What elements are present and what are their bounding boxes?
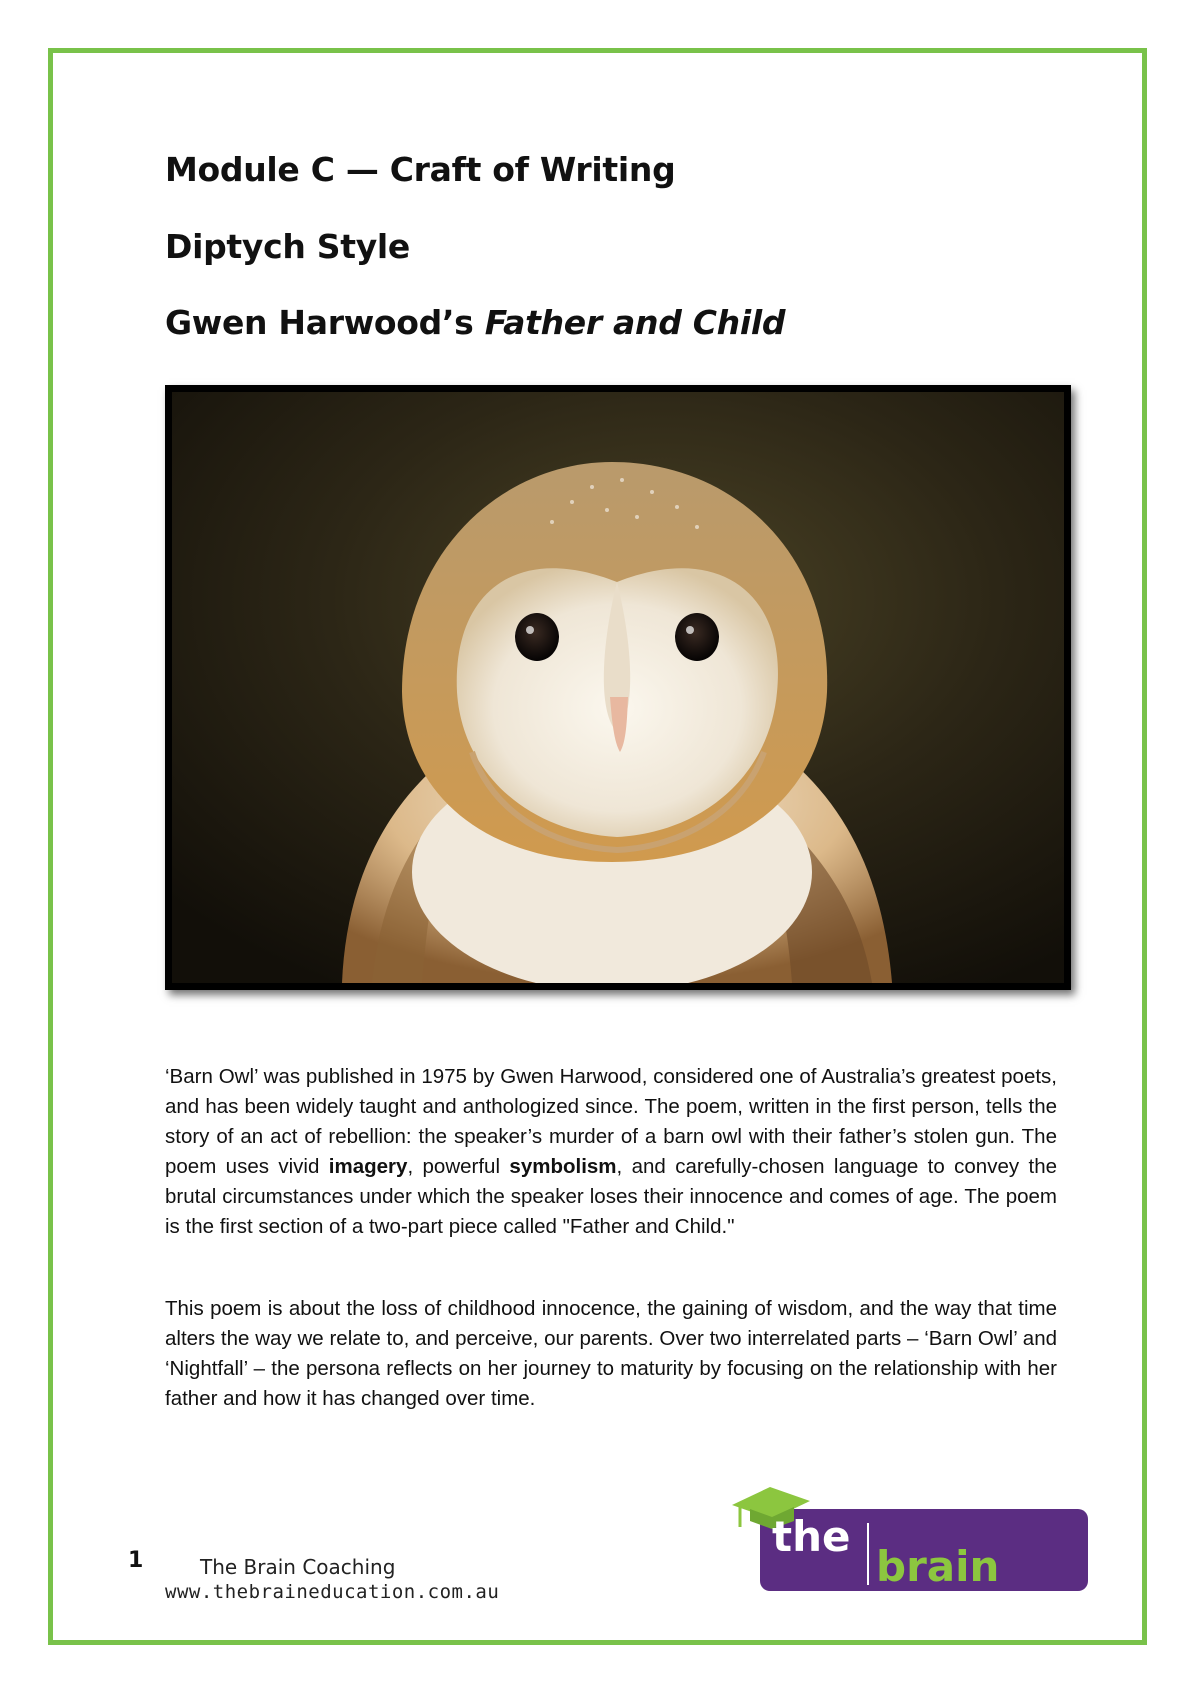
- poem-title: Father and Child: [484, 303, 786, 342]
- keyword-symbolism: symbolism: [509, 1155, 617, 1178]
- the-brain-logo: [730, 1487, 1090, 1593]
- poem-heading: [165, 303, 785, 343]
- intro-paragraph: [165, 1062, 1057, 1242]
- document-title: Module C — Craft of Writing: [165, 150, 676, 189]
- logo-graphic: [730, 1487, 1090, 1593]
- intro-text-part: ‘Barn Owl’ was published in 1975 by Gwen Harwood, considered one of Australia’s greatest poets, and has been widely taught and anthologized since. The poem, written in the first person, tells the story of an act of rebellion: the speaker’s murder of a barn owl with their father’s stolen gun. The poem uses vivid: [165, 1065, 1057, 1178]
- intro-text-part: , and carefully-chosen language to convey the brutal circumstances under which the speaker loses their innocence and comes of age. The poem is the first section of a two-part piece called "Father and Child.": [165, 1155, 1057, 1238]
- logo-word-the: the: [772, 1512, 851, 1561]
- barn-owl-photo: [165, 385, 1071, 990]
- document-subtitle: Diptych Style: [165, 227, 411, 266]
- footer-company: The Brain Coaching: [200, 1555, 396, 1579]
- logo-word-brain: brain: [876, 1542, 1000, 1591]
- barn-owl-illustration: [172, 392, 1064, 983]
- page-number: 1: [128, 1548, 144, 1573]
- intro-text-part: , powerful: [407, 1155, 510, 1178]
- footer-website-link[interactable]: www.thebraineducation.com.au: [165, 1581, 500, 1603]
- poem-author: Gwen Harwood’s: [165, 303, 485, 342]
- keyword-imagery: imagery: [328, 1155, 408, 1178]
- theme-paragraph: This poem is about the loss of childhood innocence, the gaining of wisdom, and the way that time alters the way we relate to, and perceive, our parents. Over two interrelated parts – ‘Barn Owl’ and ‘Nightfall’ – the persona reflects on her journey to maturity by focusing on the relationship with her father and how it has changed over time.: [165, 1297, 1057, 1410]
